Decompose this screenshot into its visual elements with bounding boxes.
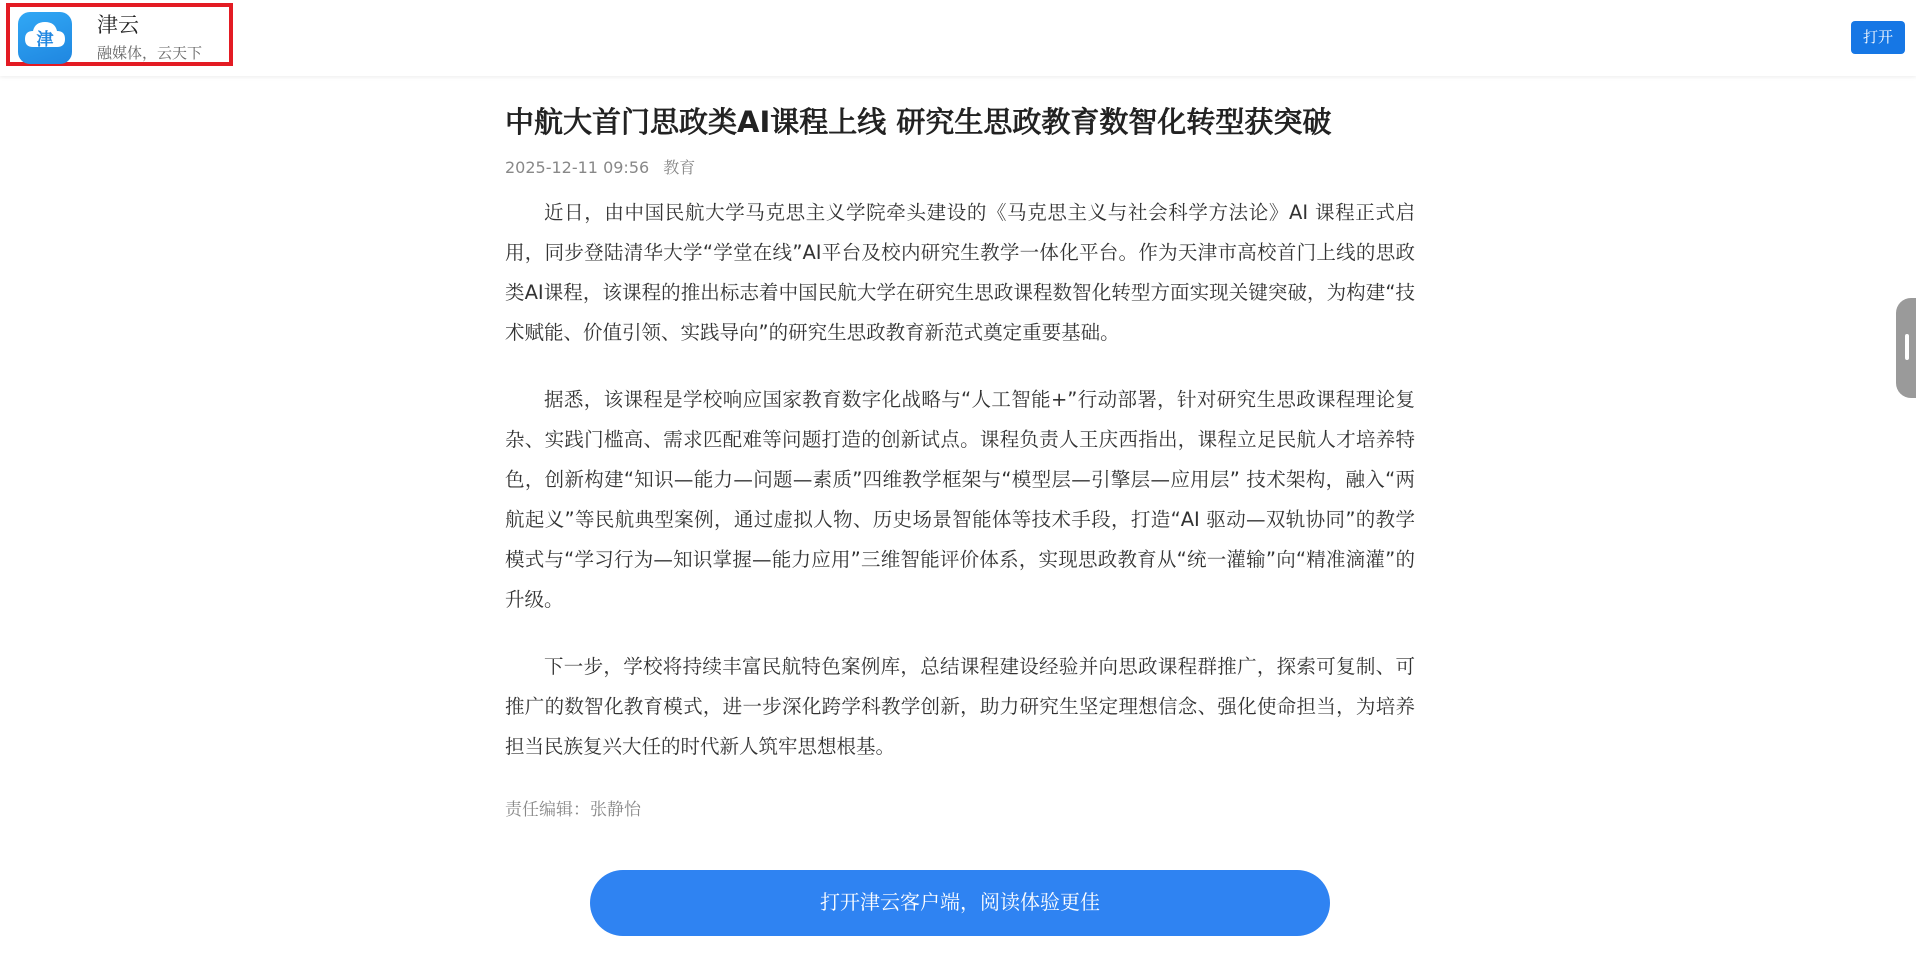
svg-text:津: 津 (36, 30, 54, 50)
article-paragraph: 近日，由中国民航大学马克思主义学院牵头建设的《马克思主义与社会科学方法论》AI 课程正式启用，同步登陆清华大学“学堂在线”AI平台及校内研究生教学一体化平台。作为天津市高校首门上线的思政类AI课程，该课程的推出标志着中国民航大学在研究生思政课程数智化转型方面实现关键突破，为构建“技术赋能、价值引领、实践导向”的研究生思政教育新范式奠定重要基础。 (505, 201, 1415, 344)
article (505, 100, 1415, 820)
side-drawer-handle[interactable] (1896, 298, 1916, 398)
drag-handle-icon (1905, 334, 1909, 360)
article-title: 中航大首门思政类AI课程上线 研究生思政教育数智化转型获突破 (505, 105, 1332, 139)
app-slogan: 融媒体，云天下 (97, 44, 203, 62)
open-client-cta-button[interactable]: 打开津云客户端，阅读体验更佳 (590, 870, 1330, 936)
top-app-banner (0, 0, 1916, 76)
article-category[interactable]: 教育 (663, 158, 696, 177)
article-body (505, 193, 1415, 767)
article-meta (505, 156, 1415, 180)
article-date: 2025-12-11 09:56 (505, 158, 650, 177)
open-app-button[interactable]: 打开 (1851, 21, 1905, 54)
article-paragraph: 据悉，该课程是学校响应国家教育数字化战略与“人工智能+”行动部署，针对研究生思政课程理论复杂、实践门槛高、需求匹配难等问题打造的创新试点。课程负责人王庆西指出，课程立足民航人才培养特色，创新构建“知识—能力—问题—素质”四维教学框架与“模型层—引擎层—应用层” 技术架构，融入“两航起义”等民航典型案例，通过虚拟人物、历史场景智能体等技术手段，打造“AI 驱动—双轨协同”的教学模式与“学习行为—知识掌握—能力应用”三维智能评价体系，实现思政教育从“统一灌输”向“精准滴灌”的升级。 (505, 388, 1415, 611)
app-name: 津云 (97, 13, 139, 37)
article-paragraph: 下一步，学校将持续丰富民航特色案例库，总结课程建设经验并向思政课程群推广，探索可复制、可推广的数智化教育模式，进一步深化跨学科教学创新，助力研究生坚定理想信念、强化使命担当，为培养担当民族复兴大任的时代新人筑牢思想根基。 (505, 655, 1415, 758)
jinyun-cloud-logo-icon (18, 12, 72, 64)
article-editor: 责任编辑：张静怡 (505, 800, 641, 820)
